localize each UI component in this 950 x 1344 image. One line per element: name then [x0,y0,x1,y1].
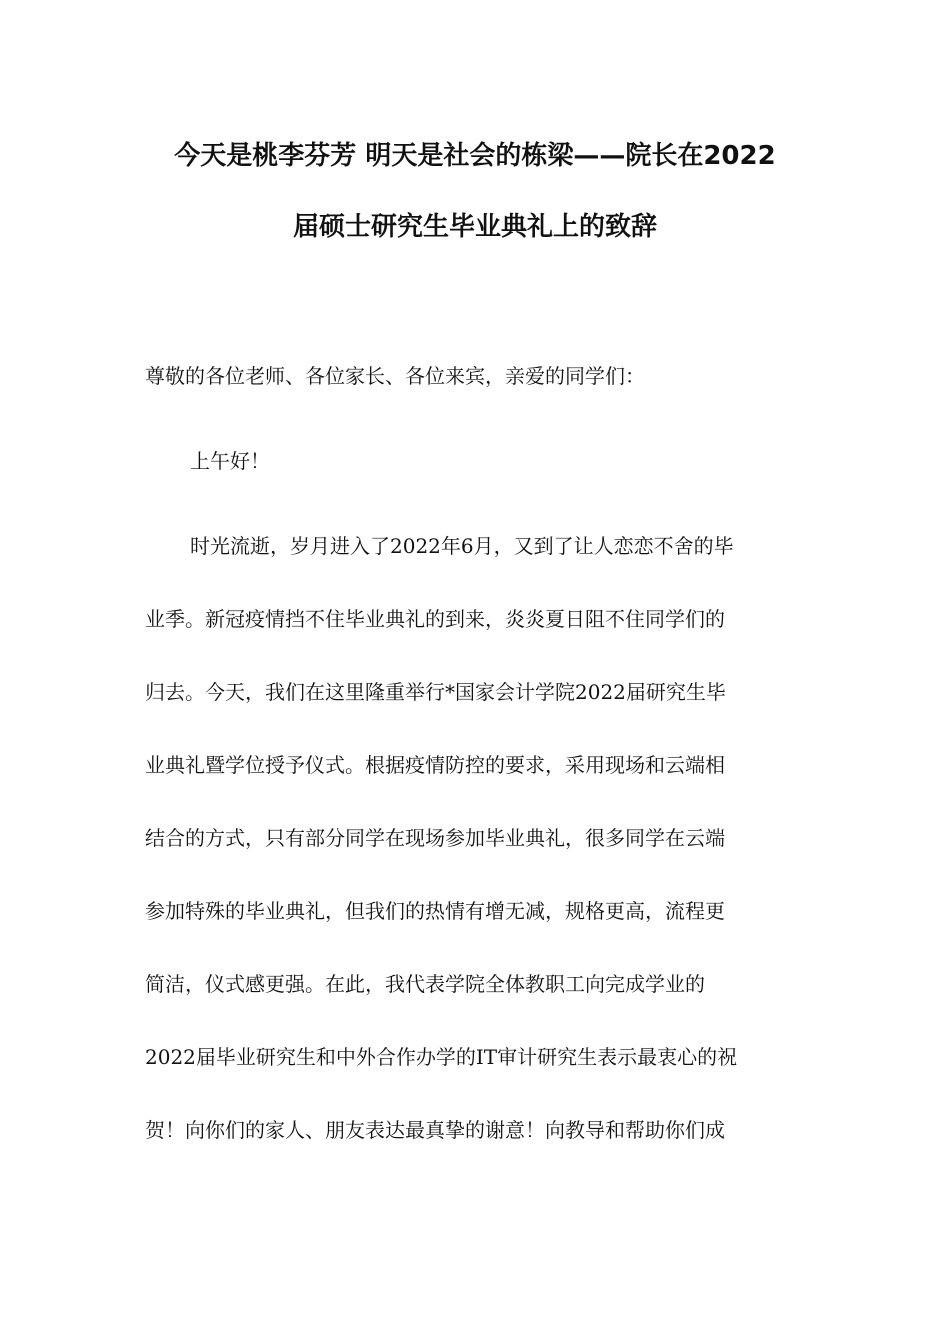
paragraph-line: 归去。今天，我们在这里隆重举行*国家会计学院2022届研究生毕 [145,680,726,704]
paragraph-line: 时光流逝，岁月进入了2022年6月，又到了让人恋恋不舍的毕 [190,534,734,558]
paragraph-line: 结合的方式，只有部分同学在现场参加毕业典礼，很多同学在云端 [145,826,725,850]
document-title-line-2: 届硕士研究生毕业典礼上的致辞 [292,212,657,242]
paragraph-line: 业典礼暨学位授予仪式。根据疫情防控的要求，采用现场和云端相 [145,753,725,777]
greeting: 上午好！ [190,449,270,473]
salutation: 尊敬的各位老师、各位家长、各位来宾，亲爱的同学们： [145,364,645,388]
paragraph-line: 贺！向你们的家人、朋友表达最真挚的谢意！向教导和帮助你们成 [145,1118,725,1142]
paragraph-line: 业季。新冠疫情挡不住毕业典礼的到来，炎炎夏日阻不住同学们的 [145,607,725,631]
document-title-line-1: 今天是桃李芬芳 明天是社会的栋梁——院长在2022 [174,141,776,171]
paragraph-line: 2022届毕业研究生和中外合作办学的IT审计研究生表示最衷心的祝 [145,1045,738,1069]
paragraph-line: 参加特殊的毕业典礼，但我们的热情有增无减，规格更高，流程更 [145,899,725,923]
paragraph-line: 简洁，仪式感更强。在此，我代表学院全体教职工向完成学业的 [145,972,705,996]
